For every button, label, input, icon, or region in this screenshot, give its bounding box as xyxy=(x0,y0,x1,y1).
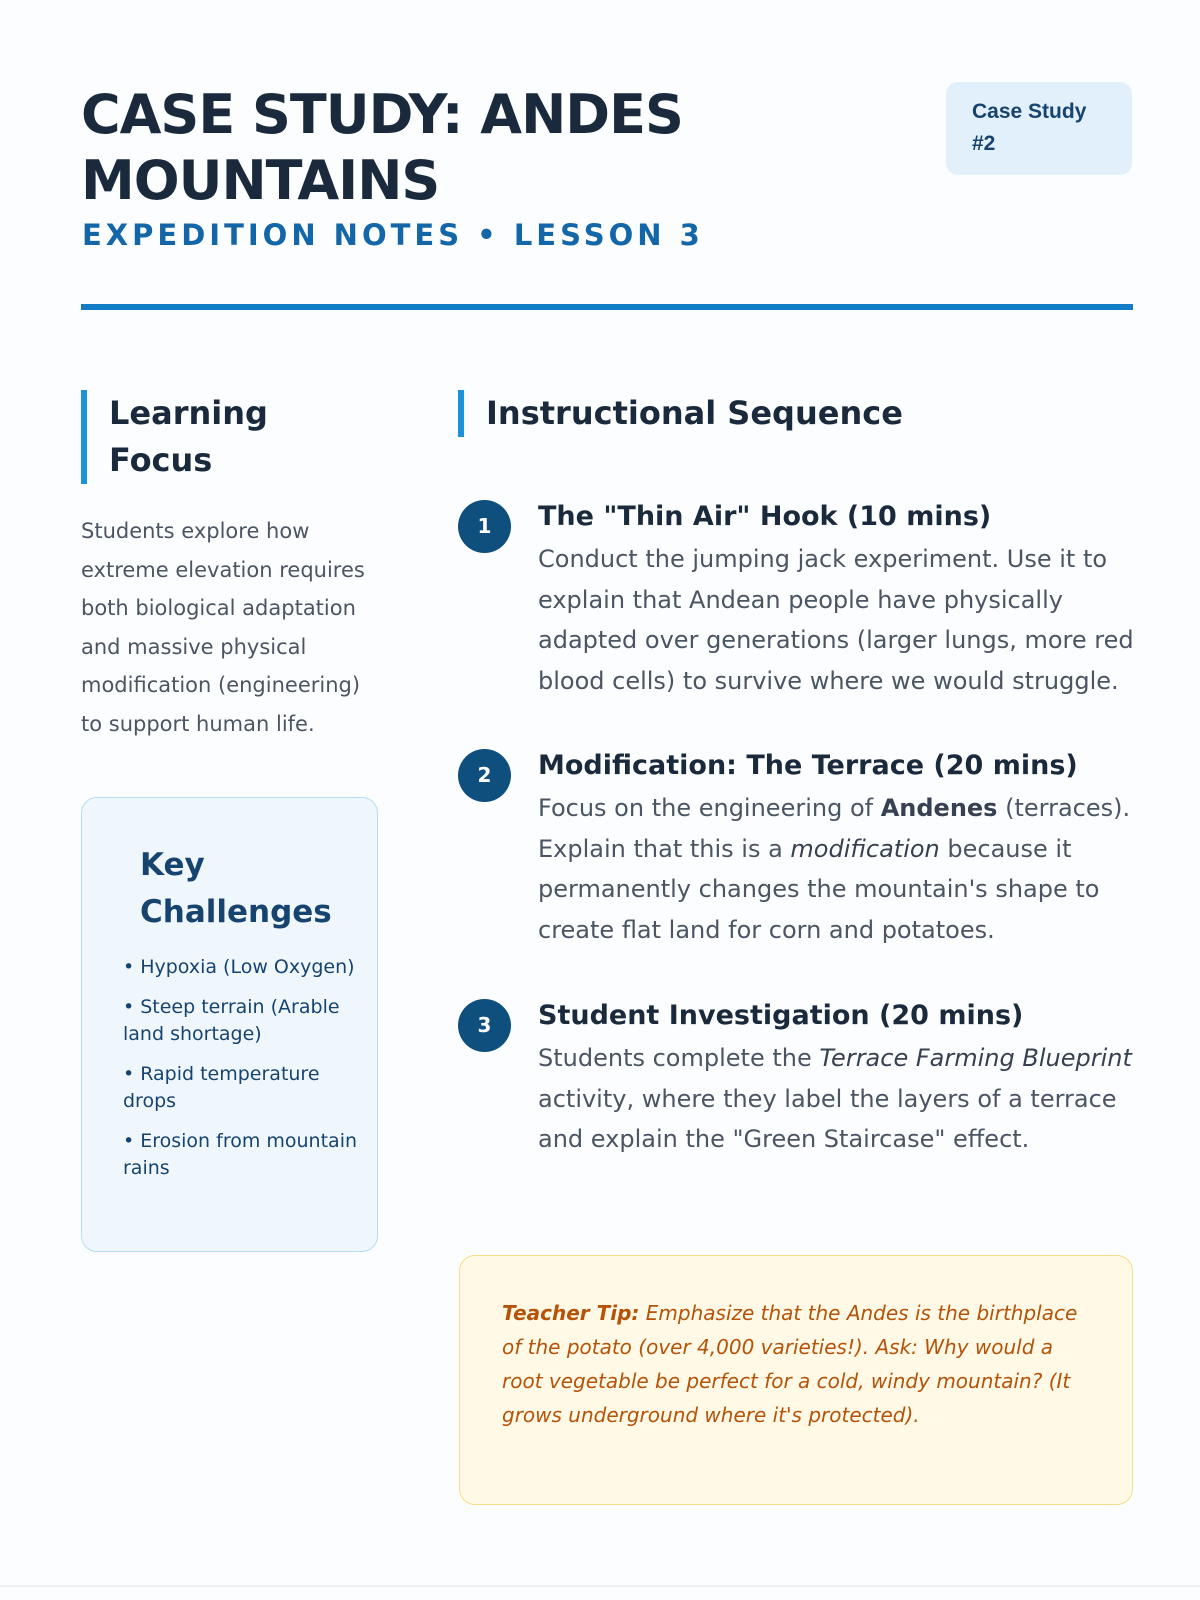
step-body-bold: Andenes xyxy=(880,794,998,822)
teacher-tip-box xyxy=(459,1255,1133,1505)
challenge-text: Hypoxia (Low Oxygen) xyxy=(140,956,355,978)
step-body-italic: Terrace Farming Blueprint xyxy=(819,1044,1132,1072)
step-number-badge: 2 xyxy=(458,749,511,802)
page-title: CASE STUDY: ANDES MOUNTAINS xyxy=(81,83,683,212)
teacher-tip-text xyxy=(502,1296,1090,1432)
step-body: Conduct the jumping jack experiment. Use it to explain that Andean people have physically adapted over generations (larger lungs, more red blood cells) to survive where we would struggle. xyxy=(538,545,1134,695)
step-title: The "Thin Air" Hook (10 mins) xyxy=(538,501,992,532)
step-number-badge: 3 xyxy=(458,999,511,1052)
page-subtitle: EXPEDITION NOTES • LESSON 3 xyxy=(82,218,704,252)
teacher-tip-label: Teacher Tip: xyxy=(502,1301,640,1325)
learning-focus-heading: Learning Focus xyxy=(81,390,349,484)
bullet-icon: • xyxy=(123,956,135,978)
bullet-icon: • xyxy=(123,1063,135,1085)
instructional-sequence-heading: Instructional Sequence xyxy=(458,390,903,437)
step-body xyxy=(538,1038,1138,1160)
footer-divider xyxy=(0,1585,1200,1587)
key-challenges-heading xyxy=(140,842,377,936)
step-body-italic: modification xyxy=(790,834,940,863)
key-challenges-heading-text: Key Challenges xyxy=(140,847,332,930)
learning-focus-text: Students explore how extreme elevation requires both biological adaptation and massive physical modification (engineering) to support human life. xyxy=(81,519,365,736)
bullet-icon: • xyxy=(123,1130,135,1152)
challenge-text: Steep terrain (Arable land shortage) xyxy=(123,996,340,1045)
step-body-text: Focus on the engineering of xyxy=(538,794,881,822)
list-item xyxy=(123,1061,358,1115)
teacher-tip-body: Emphasize that the Andes is the birthplace of the potato (over 4,000 varieties!). Ask: Why would a root vegetable be perfect for a cold, windy mountain? (It grows underground where it's protected). xyxy=(502,1301,1078,1427)
step-number-badge: 1 xyxy=(458,500,511,553)
step-title: Modification: The Terrace (20 mins) xyxy=(538,750,1078,781)
step-body-text: activity, where they label the layers of a terrace and explain the "Green Staircase" effect. xyxy=(538,1084,1117,1153)
list-item xyxy=(123,994,358,1048)
bullet-icon: • xyxy=(123,996,135,1018)
key-challenges-card xyxy=(81,797,378,1252)
challenge-text: Erosion from mountain rains xyxy=(123,1130,358,1179)
case-study-badge: Case Study #2 xyxy=(946,82,1132,175)
list-item xyxy=(123,954,358,981)
step-body-text: because it permanently changes the mountain's shape to create flat land for corn and potatoes. xyxy=(538,834,1100,944)
header-divider xyxy=(81,304,1133,310)
list-item xyxy=(123,1128,358,1182)
challenge-text: Rapid temperature drops xyxy=(123,1063,320,1112)
key-challenges-list xyxy=(123,954,358,1195)
step-body-text: Students complete the xyxy=(538,1044,820,1072)
step-title: Student Investigation (20 mins) xyxy=(538,1000,1024,1031)
step-body-text: (terraces). Explain that this is a xyxy=(538,794,1131,863)
step-body xyxy=(538,788,1138,950)
